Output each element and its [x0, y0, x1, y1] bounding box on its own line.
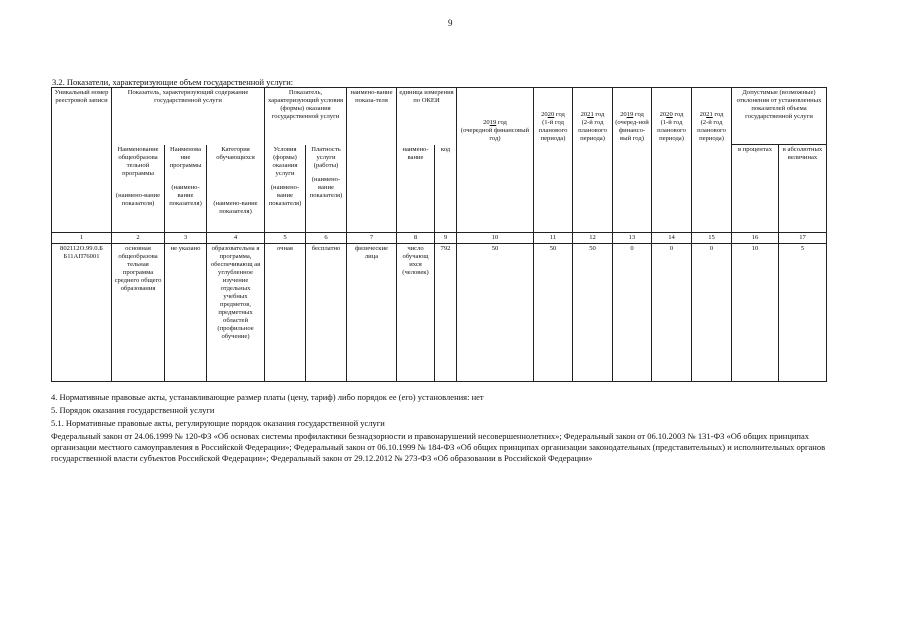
header-avg-2021: 2021 год (2-й год планового периода) — [692, 88, 732, 145]
col-number: 9 — [435, 233, 457, 244]
col-number: 7 — [347, 233, 397, 244]
col-number: 13 — [613, 233, 652, 244]
header-avg-2019: 2019 год (очеред-ной финансо-вый год) — [613, 88, 652, 145]
cell-unit: число обучающ ихся (человек) — [397, 244, 435, 382]
col-number: 5 — [265, 233, 306, 244]
cell-avg-2019: 0 — [613, 244, 652, 382]
col-number: 2 — [112, 233, 165, 244]
header-empty-10 — [457, 145, 534, 233]
header-empty-12 — [573, 145, 613, 233]
cell-indicator: физические лица — [347, 244, 397, 382]
cell-avg-2021: 0 — [692, 244, 732, 382]
cell-program: основная общеобразова тельная программа среднего общего образования — [112, 244, 165, 382]
table-row — [52, 244, 827, 382]
cell-payment: бесплатно — [306, 244, 347, 382]
col-number: 11 — [534, 233, 573, 244]
header-col-program-name: Наименова ние программы (наимено-вание показателя) — [165, 145, 207, 233]
header-col-unit-code: код — [435, 145, 457, 233]
cell-percent: 10 — [732, 244, 779, 382]
col-number: 15 — [692, 233, 732, 244]
header-avg-2020: 2020 год (1-й год планового периода) — [652, 88, 692, 145]
header-content-indicator: Показатель, характеризующий содержание государственной услуги — [112, 88, 265, 145]
col-number: 8 — [397, 233, 435, 244]
header-conditions-indicator: Показатель, характеризующий условия (формы) оказания государственной услуги — [265, 88, 347, 145]
header-year-2019: 2019 год (очередной финансовый год) — [457, 88, 534, 145]
cell-category: образовательна я программа, обеспечивающ ая углубленное изучение отдельных учебных предметов, предметных областей (профильное обучение) — [207, 244, 265, 382]
header-col-program: Наименование общеобразова тельной программы (наимено-вание показателя) — [112, 145, 165, 233]
col-number: 3 — [165, 233, 207, 244]
cell-avg-2020: 0 — [652, 244, 692, 382]
header-col-form: Условия (формы) оказания услуги (наимено-вание показателя) — [265, 145, 306, 233]
header-empty-14 — [652, 145, 692, 233]
section-title: 3.2. Показатели, характеризующие объем государственной услуги: — [52, 77, 294, 87]
cell-value-2020: 50 — [534, 244, 573, 382]
header-col-unit-name: наимено-вание — [397, 145, 435, 233]
header-col-payment: Платность услуги (работы) (наимено-вание показателя) — [306, 145, 347, 233]
notes-block — [51, 392, 841, 464]
col-number: 17 — [779, 233, 827, 244]
header-col-percent: в процентах — [732, 145, 779, 233]
volume-indicators-table — [51, 87, 827, 382]
note-5-1: 5.1. Нормативные правовые акты, регулирующие порядок оказания государственной услуги — [51, 418, 385, 428]
cell-program-name: не указано — [165, 244, 207, 382]
cell-value-2019: 50 — [457, 244, 534, 382]
header-year-2020: 2020 год (1-й год планового периода) — [534, 88, 573, 145]
cell-form: очная — [265, 244, 306, 382]
header-volume-unit: единица измерения по ОКЕИ — [397, 88, 457, 145]
header-empty-11 — [534, 145, 573, 233]
header-volume-name: наимено-вание показа-теля — [347, 88, 397, 145]
col-number: 10 — [457, 233, 534, 244]
col-number: 16 — [732, 233, 779, 244]
page-number: 9 — [448, 18, 453, 28]
note-4: 4. Нормативные правовые акты, устанавливающие размер платы (цену, тариф) либо порядок ее (его) установления: нет — [51, 392, 484, 402]
cell-value-2021: 50 — [573, 244, 613, 382]
cell-code: 792 — [435, 244, 457, 382]
header-empty-13 — [613, 145, 652, 233]
col-number: 4 — [207, 233, 265, 244]
laws-list: Федеральный закон от 24.06.1999 № 120-ФЗ «Об основах системы профилактики безнадзорности и правонарушений несовершеннолетних»; Федеральный закон от 06.10.2003 № 131-ФЗ «Об общих принципах организации местного самоуправления в Российской Федерации»; Федеральный закон от 06.10.1999 № 184-ФЗ «Об общих принципах организации законодательных (представительных) и исполнительных органов государственной власти субъектов Российской Федерации»; Федеральный закон от 29.12.2012 № 273-ФЗ «Об образовании в Российской Федерации» — [51, 431, 826, 463]
header-empty-15 — [692, 145, 732, 233]
col-number: 6 — [306, 233, 347, 244]
col-number: 1 — [52, 233, 112, 244]
header-registry-number: Уникальный номер реестровой записи — [52, 88, 112, 233]
cell-absolute: 5 — [779, 244, 827, 382]
header-col-absolute: в абсолютных величинах — [779, 145, 827, 233]
header-deviations: Допустимые (возможные) отклонения от установленных показателей объема государственной услуги — [732, 88, 827, 145]
note-5: 5. Порядок оказания государственной услуги — [51, 405, 215, 415]
header-year-2021: 2021 год (2-й год планового периода) — [573, 88, 613, 145]
col-number: 12 — [573, 233, 613, 244]
header-col-indicator-empty — [347, 145, 397, 233]
col-number: 14 — [652, 233, 692, 244]
header-col-category: Категория обучающихся (наимено-вание показателя) — [207, 145, 265, 233]
cell-registry: 802112О.99.0.Б Б11АП76001 — [52, 244, 112, 382]
